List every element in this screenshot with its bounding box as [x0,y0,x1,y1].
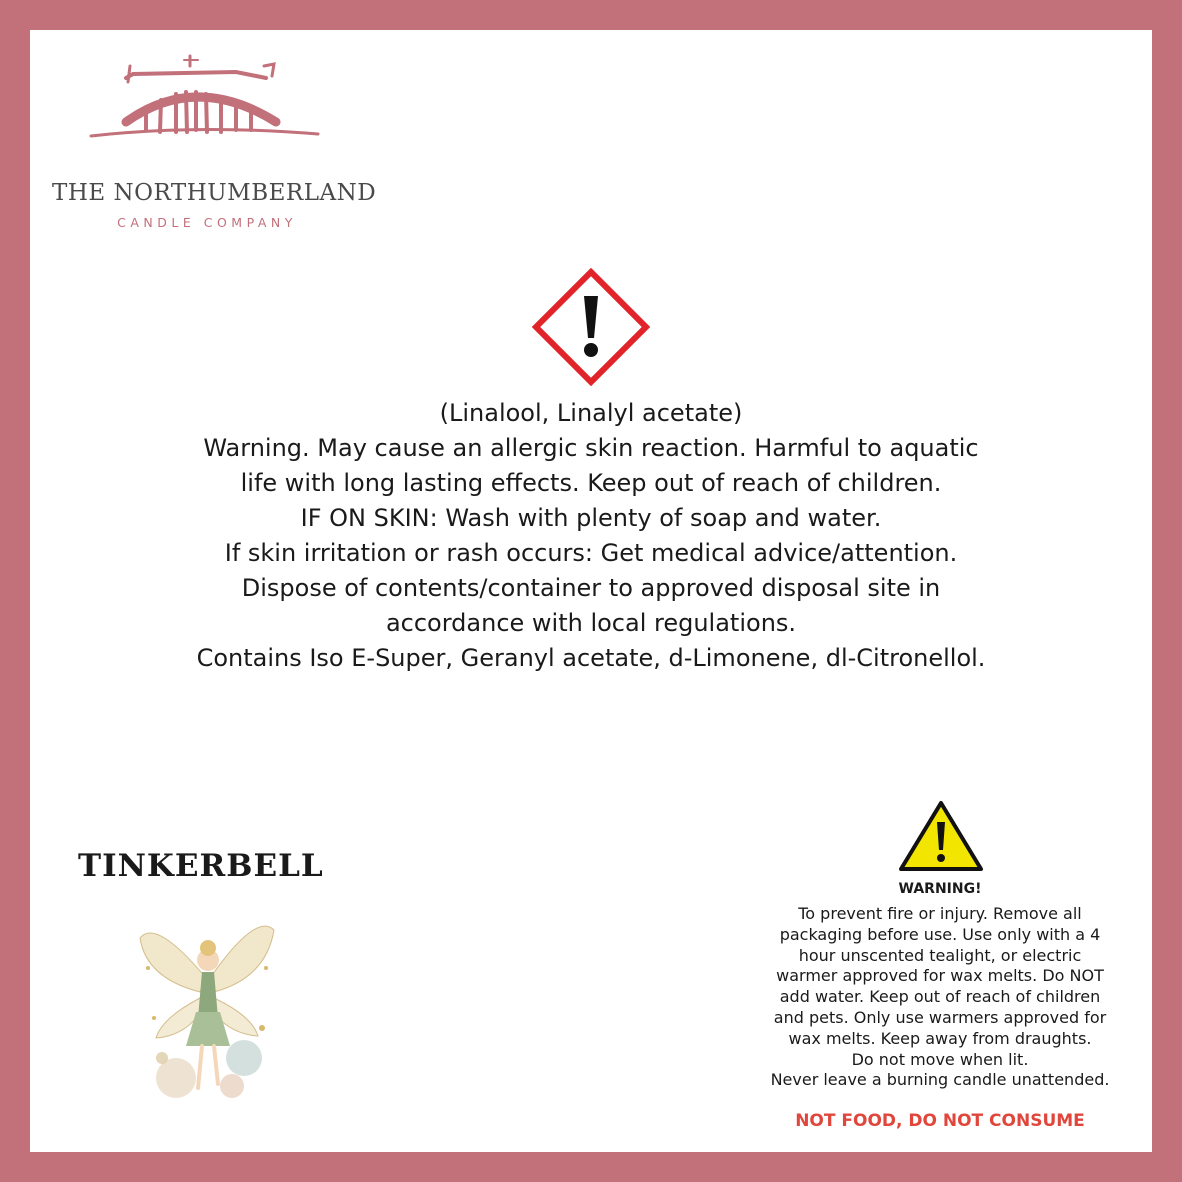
brand-subtitle: CANDLE COMPANY [117,215,297,230]
warning-line: To prevent fire or injury. Remove all [798,904,1082,923]
hazard-line: accordance with local regulations. [385,609,797,637]
warning-text [750,904,1130,1091]
warning-line: packaging before use. Use only with a 4 [779,924,1101,944]
hazard-line: (Linalool, Linalyl acetate) [439,399,743,427]
hazard-line: IF ON SKIN: Wash with plenty of soap and water. [300,504,882,532]
brand-logo [52,52,377,242]
warning-line: add water. Keep out of reach of children [779,987,1101,1007]
warning-title: WARNING! [898,881,982,897]
warning-line: hour unscented tealight, or electric [798,945,1082,965]
warning-line: warmer approved for wax melts. Do NOT [776,966,1104,986]
hazard-line: Dispose of contents/container to approved disposal site in [241,574,941,602]
brand-name: THE NORTHUMBERLAND [52,180,377,206]
warning-line: Do not move when lit. [851,1049,1029,1069]
hazard-line: Warning. May cause an allergic skin reaction. Harmful to aquatic [203,434,979,462]
hazard-line: life with long lasting effects. Keep out of reach of children. [240,469,942,497]
fairy-illustration [126,908,286,1118]
hazard-statement [90,396,1092,676]
warning-line: Never leave a burning candle unattended. [770,1070,1110,1090]
not-food-notice: NOT FOOD, DO NOT CONSUME [795,1111,1085,1131]
hazard-line: If skin irritation or rash occurs: Get medical advice/attention. [224,539,958,567]
product-name: TINKERBELL [78,848,324,884]
warning-line: wax melts. Keep away from draughts. [788,1028,1092,1048]
hazard-line: Contains Iso E-Super, Geranyl acetate, d-Limonene, dl-Citronellol. [196,644,986,672]
warning-line: and pets. Only use warmers approved for [773,1007,1107,1027]
ghs-exclamation-icon [532,268,650,386]
bridge-logo-icon [86,52,326,172]
warning-triangle-icon [898,800,984,872]
product-label [30,30,1152,1152]
